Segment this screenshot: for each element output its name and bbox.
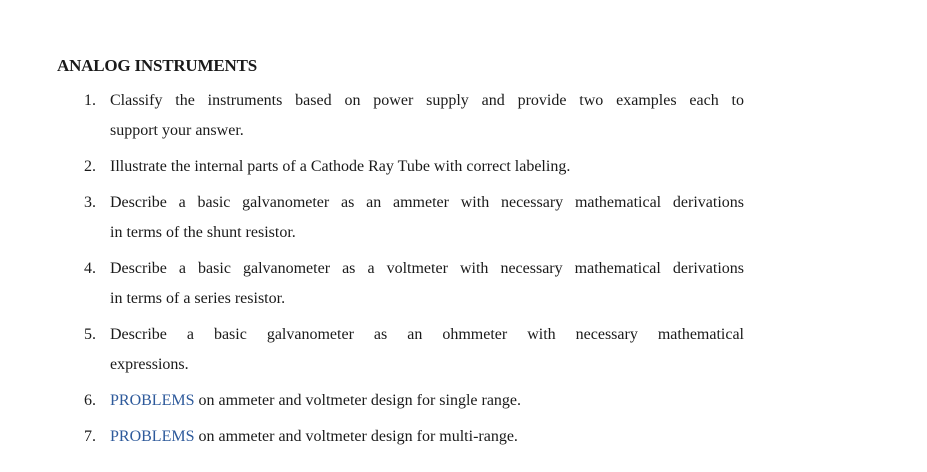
item-text	[110, 254, 744, 314]
item-line: expressions.	[110, 356, 189, 373]
item-line-rest: on ammeter and voltmeter design for single range.	[194, 392, 522, 409]
item-number: 4.	[84, 260, 96, 277]
item-text	[110, 320, 744, 380]
item-number: 1.	[84, 92, 96, 109]
item-line: Illustrate the internal parts of a Cathode Ray Tube with correct labeling.	[110, 158, 571, 175]
item-number: 3.	[84, 194, 96, 211]
item-line-rest: on ammeter and voltmeter design for multi-range.	[194, 428, 518, 445]
item-line	[110, 386, 744, 416]
item-text	[110, 188, 744, 248]
item-line: in terms of the shunt resistor.	[110, 224, 296, 241]
item-line	[110, 422, 744, 452]
item-text	[110, 86, 744, 146]
item-text	[110, 386, 744, 416]
list-item	[0, 386, 927, 416]
item-text	[110, 152, 744, 182]
list-item	[0, 422, 927, 452]
item-line: Describe a basic galvanometer as a voltmeter with necessary mathematical derivations	[110, 260, 744, 277]
problems-link[interactable]: PROBLEMS	[110, 428, 195, 445]
item-line: in terms of a series resistor.	[110, 290, 286, 307]
item-line: support your answer.	[110, 122, 244, 139]
problems-link[interactable]: PROBLEMS	[110, 392, 195, 409]
section-heading: ANALOG INSTRUMENTS	[57, 56, 257, 75]
item-number: 5.	[84, 326, 96, 343]
item-line: Describe a basic galvanometer as an ohmmeter with necessary mathematical	[110, 326, 744, 343]
list-item	[0, 86, 927, 146]
item-line: Classify the instruments based on power supply and provide two examples each to	[110, 92, 744, 109]
list-item	[0, 188, 927, 248]
item-number: 7.	[84, 428, 96, 445]
item-number: 2.	[84, 158, 96, 175]
list-item	[0, 320, 927, 380]
item-line: Describe a basic galvanometer as an ammeter with necessary mathematical derivations	[110, 194, 744, 211]
question-list	[0, 86, 927, 458]
item-text	[110, 422, 744, 452]
list-item	[0, 254, 927, 314]
list-item	[0, 152, 927, 182]
item-number: 6.	[84, 392, 96, 409]
